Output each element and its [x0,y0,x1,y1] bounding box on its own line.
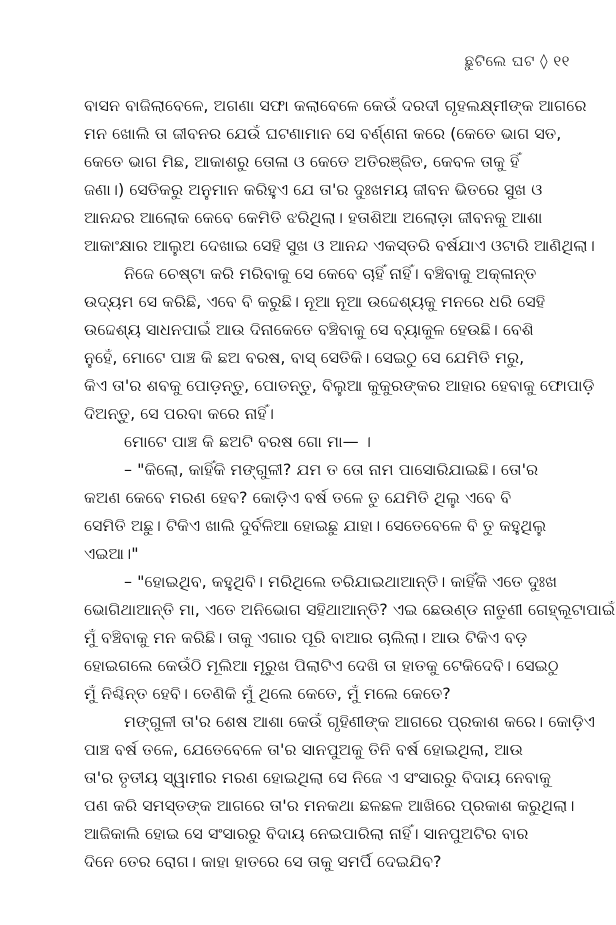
body-text [84,92,616,876]
paragraph-4 [84,456,547,568]
text-line: ଏଇଆ।" [84,544,139,563]
text-line: ଦିନେ ତେର ରୋଗ। କାହା ହାତରେ ସେ ତାକୁ ସମର୍ପି ଦେଇଯିବ? [84,852,442,871]
text-line: ମଙ୍ଗୁଳୀ ତା'ର ଶେଷ ଆଶା କେଉଁ ଗୃହିଣୀଙ୍କ ଆଗରେ ପ୍ରକାଶ କରେ। କୋଡ଼ିଏ [124,712,595,731]
running-head: ଛୁଟିଲେ ଘଟ ◊ ୧୧ [464,52,570,70]
text-line: ବାସନ ବାଜିଲାବେଳେ, ଅଗଣା ସଫା କଲାବେଳେ କେଉଁ ଦରଦୀ ଗୃହଲକ୍ଷ୍ମୀଙ୍କ ଆଗରେ [84,96,587,115]
text-line: ଦିଅନ୍ତୁ, ସେ ପରବା କରେ ନାହିଁ। [84,404,274,423]
text-line: ଆଜିକାଲି ହୋଇ ସେ ସଂସାରରୁ ବିଦାୟ ନେଇପାରିଲା ନାହିଁ। ସାନପୁଅଟିର ବାର [84,824,529,843]
text-line: ଆନନ୍ଦର ଆଲୋକ କେବେ କେମିତି ଝରିଥିଲା। ହତାଶିଆ ଅଲୋଡ଼ା ଜୀବନକୁ ଆଶା [84,208,543,227]
paragraph-2 [84,260,595,428]
text-line: ପଣ କରି ସମସ୍ତଙ୍କ ଆଗରେ ତା'ର ମନକଥା ଛଳଛଳ ଆଖିରେ ପ୍ରକାଶ କରୁଥିଲା। [84,796,575,815]
text-line: ମୁଁ ବଞ୍ଚିବାକୁ ମନ କରିଛି। ତାକୁ ଏଗାର ପୂରି ବାଆର ଚାଲିଲା। ଆଉ ଟିକିଏ ବଡ଼ [84,628,528,647]
text-line: ଜଣା।) ସେତିକରୁ ଅନୁମାନ କରିହୁଏ ଯେ ତା'ର ଦୁଃଖମୟ ଜୀବନ ଭିତରେ ସୁଖ ଓ [84,180,543,199]
text-line: – "ହୋଇଥିବ, କହୁଥିବି। ମରିଥିଲେ ତରିଯାଇଥାଆନ୍ତି। କାହିଁକି ଏତେ ଦୁଃଖ [124,572,558,591]
paragraph-3 [84,428,544,456]
text-line: ଭୋଗିଥାଆନ୍ତି ମା, ଏତେ ଅନିଭୋଗ ସହିଥାଆନ୍ତି? ଏଇ ଛେଉଣ୍ଡ ନାତୁଣୀ ଗେହ୍ଲୂଟାପାଇଁ [84,600,616,619]
text-line: କେତେ ଭାଗ ମିଛ, ଆକାଶରୁ ତୋଳା ଓ କେତେ ଅତିରଞ୍ଜିତ, କେବଳ ତାକୁ ହିଁ [84,152,520,171]
text-line: – "କିଲୋ, କାହିଁକି ମଙ୍ଗୁଳୀ? ଯମ ତ ତୋ ନାମ ପାସୋରିଯାଇଛି। ତୋ'ର [124,460,539,479]
text-line: ନୁହେଁ, ମୋଟେ ପାଞ୍ଚ କି ଛଅ ବରଷ, ବାସ୍ ସେତିକି। ସେଇଠୁ ସେ ଯେମିତି ମରୁ, [84,348,525,367]
text-line: ମନ ଖୋଲି ତା ଜୀବନର ଯେଉଁ ଘଟଣାମାନ ସେ ବର୍ଣ୍ଣନା କରେ (କେତେ ଭାଗ ସତ, [84,124,562,143]
paragraph-1 [84,92,595,260]
text-line: ମୋଟେ ପାଞ୍ଚ କି ଛଅଟି ବରଷ ଗୋ ମା— । [124,432,371,451]
text-line: ପାଞ୍ଚ ବର୍ଷ ତଳେ, ଯେତେବେଳେ ତା'ର ସାନପୁଅକୁ ତିନି ବର୍ଷ ହୋଇଥିଲା, ଆଉ [84,740,523,759]
text-line: ଆକାଂକ୍ଷାର ଆଲୁଅ ଦେଖାଇ ସେହି ସୁଖ ଓ ଆନନ୍ଦ ଏକସ୍ତରି ବର୍ଷଯାଏ ଓଟାରି ଆଣିଥିଲା। [84,236,595,255]
text-line: ଉଦ୍ଦେଶ୍ୟ ସାଧନପାଇଁ ଆଉ ଦିନାକେତେ ବଞ୍ଚିବାକୁ ସେ ବ୍ୟାକୁଳ ହେଉଛି। ବେଶି [84,320,534,339]
paragraph-5 [84,568,616,708]
text-line: କଅଣ କେବେ ମରଣ ହେବ? କୋଡ଼ିଏ ବର୍ଷ ତଳେ ତୁ ଯେମିତି ଥିଲୁ ଏବେ ବି [84,488,512,507]
text-line: ଉଦ୍ୟମ ସେ କରିଛି, ଏବେ ବି କରୁଛି। ନୂଆ ନୂଆ ଉଦ୍ଦେଶ୍ୟକୁ ମନରେ ଧରି ସେହି [84,292,546,311]
text-line: ହୋଇଗଲେ କେଉଁଠି ମୂଲିଆ ମୂରୁଖ ପିଲାଟିଏ ଦେଖି ତା ହାତକୁ ଟେକିଦେବି। ସେଇଠୁ [84,656,559,675]
text-line: ତା'ର ତୃତୀୟ ସ୍ୱାମୀର ମରଣ ହୋଇଥିଲା ସେ ନିଜେ ଏ ସଂସାରରୁ ବିଦାୟ ନେବାକୁ [84,768,551,787]
text-line: କିଏ ତା'ର ଶବକୁ ପୋଡ଼ନ୍ତୁ, ପୋତନ୍ତୁ, ବିଲୁଆ କୁକୁରଙ୍କର ଆହାର ହେବାକୁ ଫୋପାଡ଼ି [84,376,595,395]
text-line: ସେମିତି ଅଛୁ। ଟିକିଏ ଖାଲି ଦୁର୍ବଳିଆ ହୋଇଛୁ ଯାହା। ସେତେବେଳେ ବି ତୁ କହୁଥିଲୁ [84,516,547,535]
text-line: ନିଜେ ଚେଷ୍ଟା କରି ମରିବାକୁ ସେ କେବେ ଚାହିଁ ନାହିଁ। ବଞ୍ଚିବାକୁ ଅକ୍ଳାନ୍ତ [124,264,537,283]
text-line: ମୁଁ ନିଶ୍ଚିନ୍ତ ହେବି। ତେଣିକି ମୁଁ ଥିଲେ କେତେ, ମୁଁ ମଲେ କେତେ? [84,684,451,703]
paragraph-6 [84,708,595,876]
